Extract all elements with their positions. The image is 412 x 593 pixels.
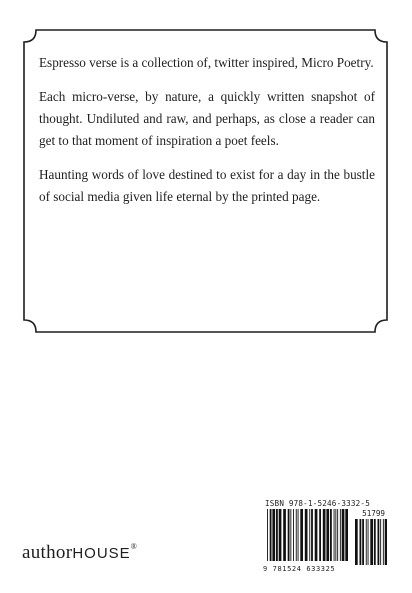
isbn-text: ISBN 978-1-5246-3332-5	[265, 499, 370, 508]
publisher-logo	[22, 542, 137, 564]
blurb-paragraph-2: Each micro-verse, by nature, a quickly written snapshot of thought. Undiluted and raw, and perhaps, as close a reader can get to that moment of inspiration a poet feels.	[39, 89, 375, 148]
barcode-bar	[288, 509, 290, 561]
barcode-bar	[337, 509, 338, 561]
barcode-bar	[385, 519, 387, 565]
barcode-bar	[380, 519, 381, 565]
barcode-bar	[340, 509, 341, 561]
barcode-bar	[370, 519, 373, 565]
barcode-bar	[305, 509, 308, 561]
publisher-name-author: author	[22, 542, 73, 563]
barcode-bar	[296, 509, 297, 561]
barcode-bar	[293, 509, 294, 561]
barcode-bar	[309, 509, 310, 561]
barcode-bar	[383, 519, 384, 565]
isbn-barcode	[261, 499, 389, 573]
barcode-bar	[326, 509, 329, 561]
barcode-bar	[362, 519, 364, 565]
barcode-bar	[279, 509, 282, 561]
barcode-bar	[368, 519, 369, 565]
barcode-bar	[342, 509, 345, 561]
barcode-bar	[319, 509, 321, 561]
barcode-bar	[270, 509, 272, 561]
barcode-bar	[300, 509, 303, 561]
price-code: 51799	[362, 509, 385, 518]
ean-digits: 9 781524 633325	[263, 565, 336, 573]
barcode-bar	[267, 509, 268, 561]
back-cover-blurb	[39, 52, 375, 220]
barcode-bar	[330, 509, 332, 561]
barcode-bar	[366, 519, 367, 565]
barcode-bar	[311, 509, 313, 561]
barcode-bar	[315, 509, 318, 561]
barcode-bar	[298, 509, 299, 561]
blurb-paragraph-3: Haunting words of love destined to exist for a day in the bustle of social media given life eternal by the printed page.	[39, 167, 375, 204]
barcode-bar	[335, 509, 336, 561]
registered-mark: ®	[130, 542, 138, 551]
blurb-paragraph-1: Espresso verse is a collection of, twitter inspired, Micro Poetry.	[39, 55, 374, 70]
publisher-name-house: HOUSE	[72, 545, 131, 562]
barcode-bar	[334, 509, 335, 561]
barcode-bar	[355, 519, 358, 565]
barcode-bar	[360, 519, 362, 565]
barcode-bar	[276, 509, 278, 561]
barcode-bars-main	[267, 509, 349, 561]
barcode-bar	[283, 509, 286, 561]
barcode-bar	[374, 519, 376, 565]
barcode-bar	[323, 509, 326, 561]
barcode-bar	[290, 509, 291, 561]
barcode-bar	[345, 509, 348, 561]
barcode-bar	[272, 509, 275, 561]
barcode-bars-addon	[355, 519, 387, 565]
barcode-bar	[378, 519, 380, 565]
